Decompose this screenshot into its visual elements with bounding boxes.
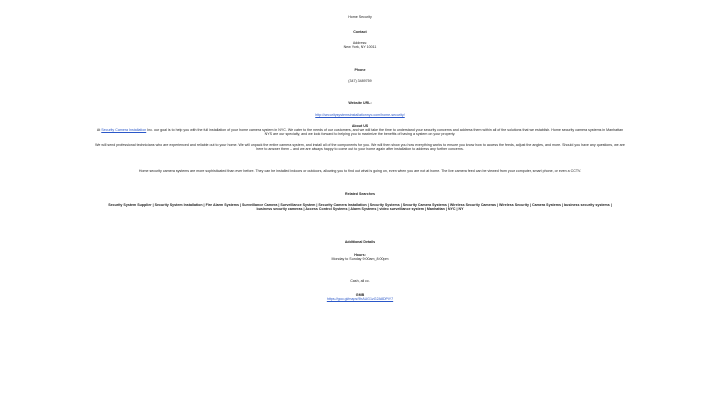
related-search-item: Manhattan xyxy=(426,207,445,212)
related-search-separator: | xyxy=(239,203,243,207)
related-search-item: business security cameras xyxy=(256,207,303,212)
about-paragraph-3: Home security camera systems are more sophisticated than ever before. They can be installed indoors or outdoors, allowing you to find out what is going on, even when you are not at home. The live camera feed can be viewed from your computer, smart phone, or even a CCTV. xyxy=(138,169,582,173)
related-search-item: Security Camera Installation xyxy=(318,203,367,207)
related-search-separator: | xyxy=(399,203,403,207)
hours-value: Monday to Sunday 9:00am_8:00pm xyxy=(331,257,389,261)
related-searches-list xyxy=(100,203,620,212)
related-search-separator: | xyxy=(423,207,427,212)
related-search-separator: | xyxy=(609,203,612,207)
related-search-separator: | xyxy=(528,203,532,207)
related-search-item: Camera Systems xyxy=(531,203,561,207)
related-search-item: NY xyxy=(458,207,464,212)
related-search-item: Security System Installation xyxy=(154,203,203,207)
related-search-separator: | xyxy=(444,207,448,212)
contact-heading: Contact xyxy=(353,30,367,34)
related-search-separator: | xyxy=(560,203,564,207)
related-search-item: Wireless Security Cameras xyxy=(449,203,497,207)
related-search-item: Access Control Systems xyxy=(305,207,348,212)
website-heading: Website URL: xyxy=(348,101,372,105)
related-search-separator: | xyxy=(347,207,351,212)
gmb-label: GMB xyxy=(355,293,365,297)
related-search-item: NYC xyxy=(447,207,456,212)
about-paragraph-2: We will send professional technicians who are experienced and reliable out to your home. We will unpack the entire camera system, and install all of the components for you. We will then show you how everything works to ensure you know how to access the feeds, adjust the angles, and more. Should you have any questions, we are here to answer them – and we are always happy to come out to your home again after installation to address any further concerns. xyxy=(95,143,625,152)
address-label: Address: xyxy=(352,41,368,45)
related-search-item: Alarm Systems xyxy=(350,207,377,212)
phone-heading: Phone xyxy=(354,68,366,72)
related-search-separator: | xyxy=(315,203,319,207)
payment-methods: Cash, all cc. xyxy=(350,279,370,283)
security-camera-installation-link[interactable]: Security Camera Installation xyxy=(101,128,147,132)
doc-title: Home Security xyxy=(348,15,372,19)
related-search-item: Surveillance Camera xyxy=(242,203,278,207)
related-search-separator: | xyxy=(302,207,306,212)
related-search-item: Security System Supplier xyxy=(108,203,152,207)
gmb-url-line xyxy=(0,297,720,301)
about-heading: About US xyxy=(351,124,369,128)
related-search-separator: | xyxy=(366,203,370,207)
hours-label: Hours: xyxy=(354,253,366,257)
gmb-url-link[interactable]: https://goo.gl/maps/9hAUG1zG2A8DPiY7 xyxy=(326,297,394,301)
website-url-link[interactable]: http://securitysystemsinstallationnyc.com/home-security/ xyxy=(315,113,405,117)
related-search-separator: | xyxy=(496,203,500,207)
related-search-item: Fire Alarm Systems xyxy=(205,203,239,207)
related-search-item: Security Systems xyxy=(369,203,400,207)
address-value: New York, NY 10011 xyxy=(343,45,377,49)
related-search-separator: | xyxy=(151,203,155,207)
about-paragraph-1 xyxy=(95,128,625,137)
related-search-item: video surveillance system xyxy=(379,207,424,212)
related-search-separator: | xyxy=(202,203,206,207)
related-search-separator: | xyxy=(455,207,459,212)
related-searches-heading: Related Searches xyxy=(345,192,375,196)
related-search-item: Surveillance System xyxy=(280,203,316,207)
related-search-separator: | xyxy=(446,203,450,207)
about-p1-rest: Inc. our goal is to help you with the full installation of your home camera system in NYC. We cater to the needs of our customers, and we will take the time to understand your security concerns and address them within all of the solutions that we establish. Home security camera systems in Manhattan NYS are our specialty, and we look forward to helping you to maximize the benefits of having a system on your property. xyxy=(147,128,624,137)
phone-value: (347) 3489759 xyxy=(348,79,372,83)
website-url-line xyxy=(0,113,720,117)
related-search-separator: | xyxy=(376,207,380,212)
related-search-item: business security systems xyxy=(563,203,610,207)
about-p1-prefix: At xyxy=(96,128,101,132)
related-search-item: Security Camera Systems xyxy=(402,203,447,207)
related-search-separator: | xyxy=(277,203,281,207)
additional-details-heading: Additional Details xyxy=(344,240,376,244)
related-search-item: Wireless Security xyxy=(499,203,529,207)
